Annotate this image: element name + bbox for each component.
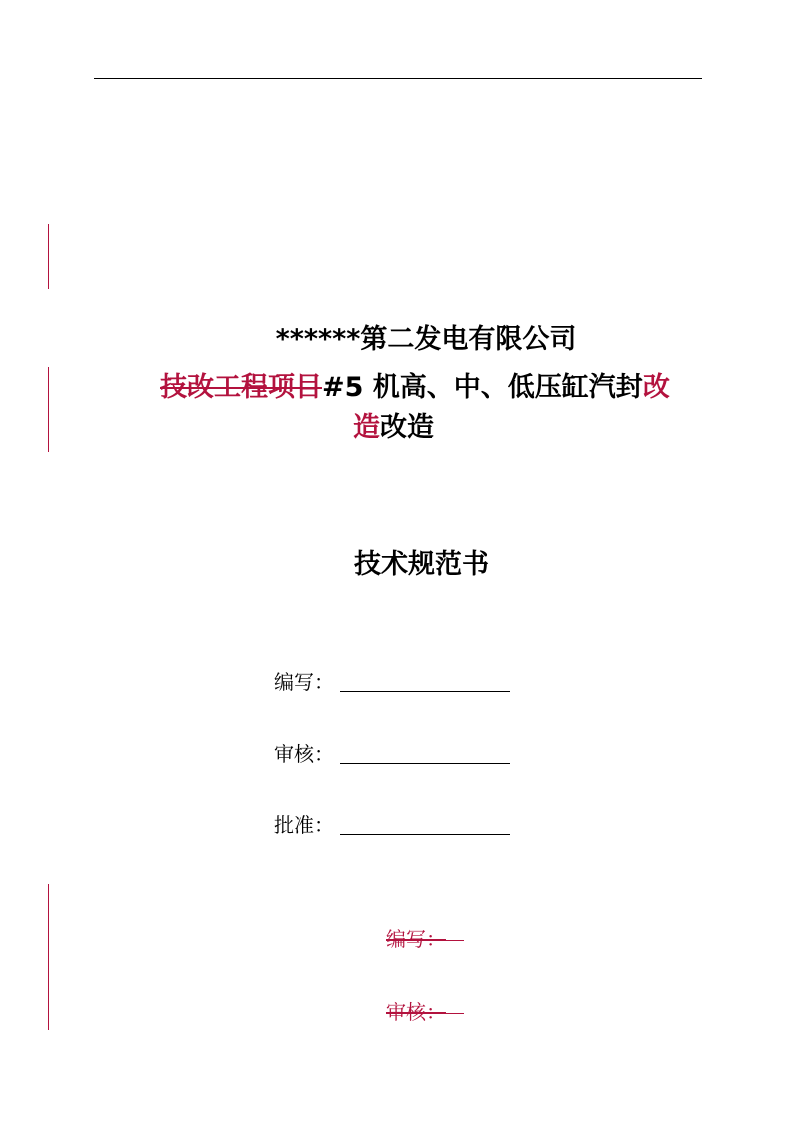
- project-title-line-2-text: 改造: [380, 412, 434, 443]
- deleted-text: 编写：: [386, 927, 446, 951]
- signature-row-approved: [274, 811, 524, 839]
- project-title-line-1: [160, 368, 670, 408]
- header-rule: [94, 78, 702, 79]
- revision-change-bar: [48, 367, 49, 452]
- signature-label: 批准：: [274, 813, 334, 837]
- deleted-text: 审核：: [386, 1000, 446, 1024]
- project-title-main: #5 机高、中、低压缸汽封: [322, 372, 643, 403]
- inserted-text: 造: [353, 412, 380, 443]
- revision-change-bar: [48, 884, 49, 1030]
- company-name: ******第二发电有限公司: [275, 324, 577, 355]
- project-title-line-2: [353, 408, 434, 448]
- deleted-text: 技改工程项目: [160, 372, 322, 403]
- signature-row-compiled: [274, 668, 524, 696]
- signature-row-reviewed: [274, 740, 524, 768]
- inserted-text: 改: [642, 372, 670, 403]
- signature-line: [340, 763, 510, 764]
- deleted-line: [446, 1013, 464, 1014]
- signature-label: 编写：: [274, 670, 334, 694]
- signature-line: [340, 691, 510, 692]
- signature-label: 审核：: [274, 742, 334, 766]
- deleted-line: [446, 940, 464, 941]
- signature-line: [340, 834, 510, 835]
- deleted-signature-label: [386, 925, 464, 953]
- deleted-signature-label: [386, 998, 464, 1026]
- revision-change-bar: [48, 224, 49, 289]
- document-title: 技术规范书: [354, 549, 489, 580]
